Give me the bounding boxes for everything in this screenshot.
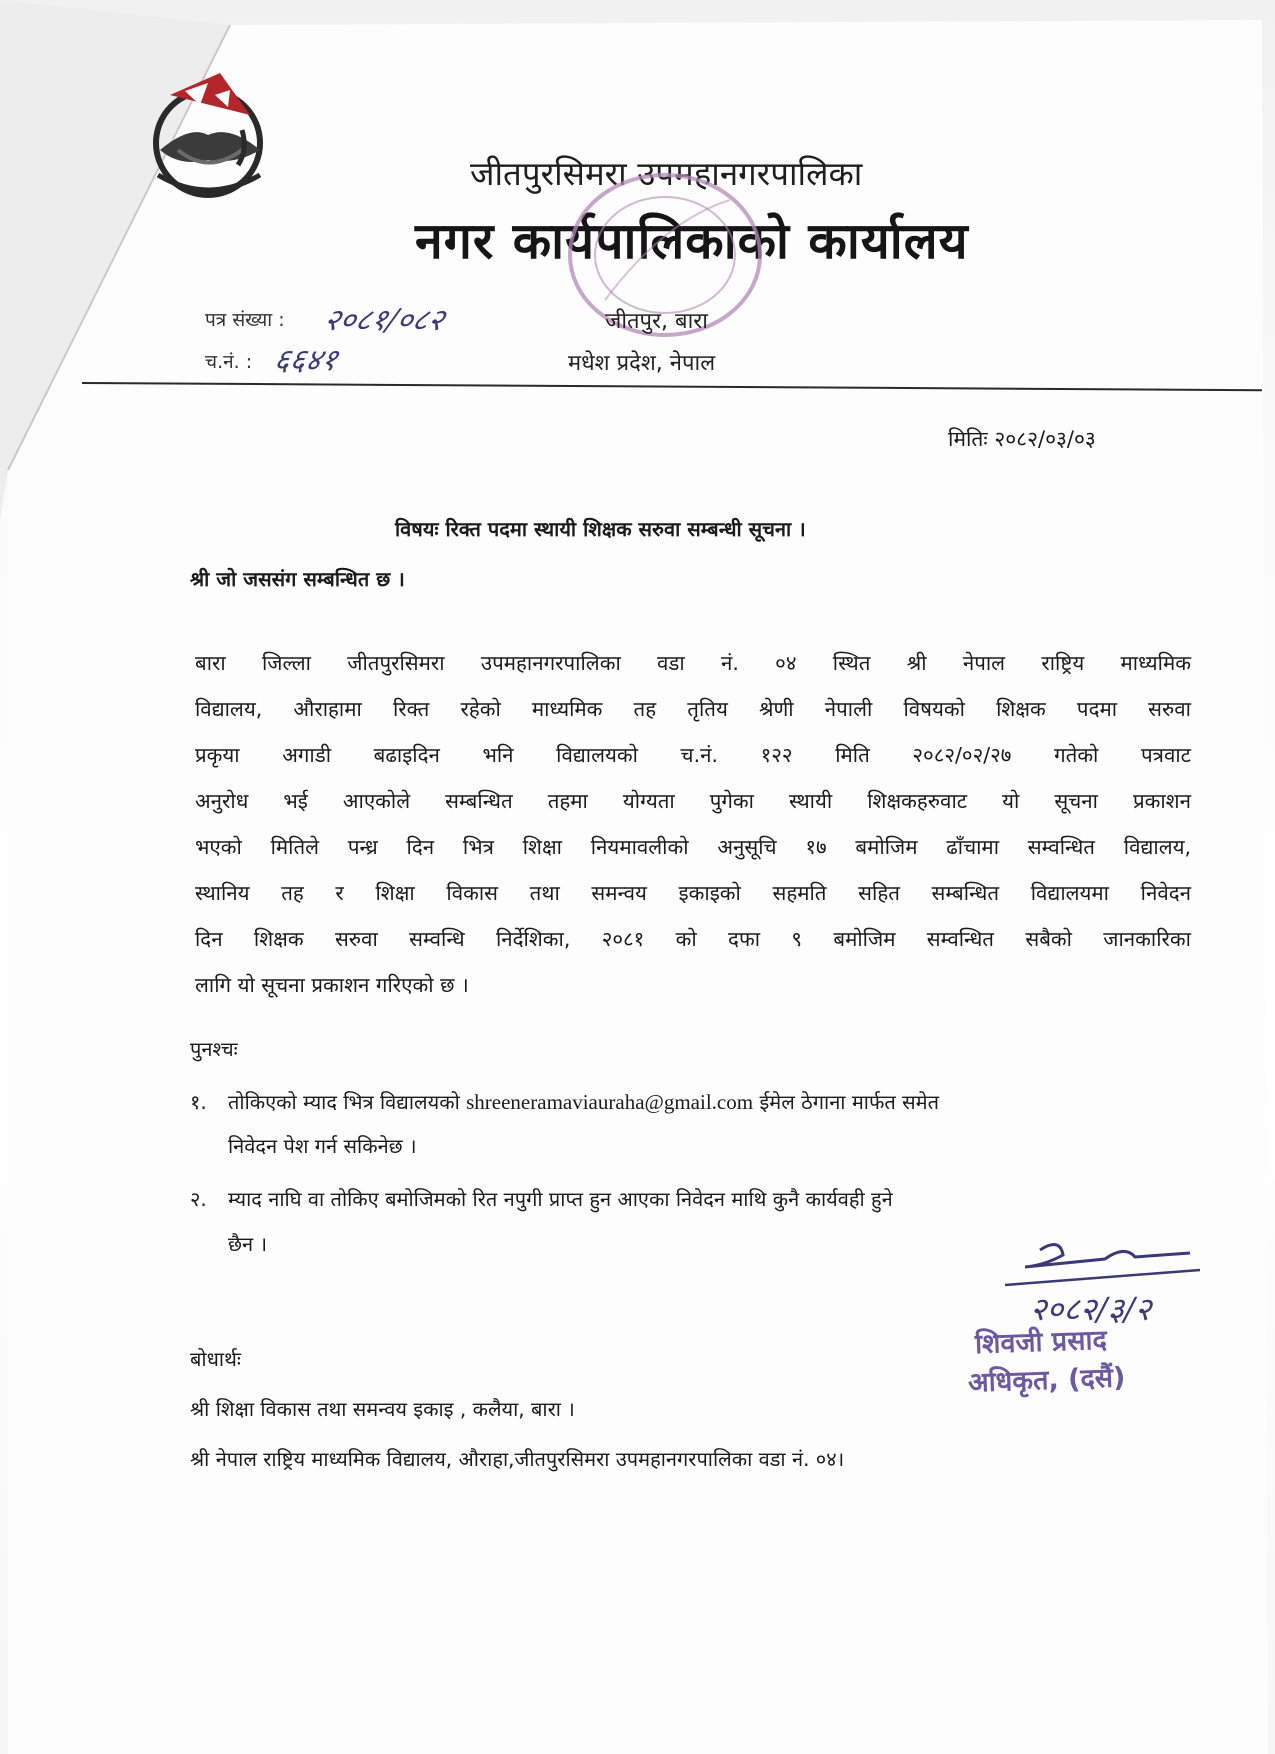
nepal-emblem-icon bbox=[130, 55, 280, 205]
patra-sankhya-value: २०८१/०८२ bbox=[320, 303, 448, 338]
postscript-item-2-line-2: छैन । bbox=[228, 1232, 268, 1256]
address-line-2: मधेश प्रदेश, नेपाल bbox=[568, 351, 716, 376]
postscript-item-2-line-1: म्याद नाघि वा तोकिए बमोजिमको रित नपुगी प्राप्त हुन आएका निवेदन माथि कुनै कार्यवही हुने bbox=[228, 1187, 893, 1211]
chalani-value: ६६४१ bbox=[270, 343, 341, 378]
letter-subject: विषयः रिक्त पदमा स्थायी शिक्षक सरुवा सम्बन्धी सूचना । bbox=[395, 517, 806, 541]
office-name: नगर कार्यपालिकाको कार्यालय bbox=[415, 212, 969, 270]
body-line: दिन शिक्षक सरुवा सम्वन्धि निर्देशिका, २०८१ को दफा ९ बमोजिम सम्वन्धित सबैको जानकारिका bbox=[195, 927, 1191, 951]
address-line-1: जीतपुर, बारा bbox=[605, 309, 708, 334]
postscript-item-1-post: ईमेल ठेगाना मार्फत समेत bbox=[759, 1090, 940, 1114]
body-line: प्रकृया अगाडी बढाइदिन भनि विद्यालयको च.नं. १२२ मिति २०८२/०२/२७ गतेको पत्रवाट bbox=[195, 743, 1191, 767]
postscript-item-1-pre: तोकिएको म्याद भित्र विद्यालयको bbox=[228, 1090, 460, 1114]
body-line: अनुरोध भई आएकोले सम्बन्धित तहमा योग्यता पुगेका स्थायी शिक्षकहरुवाट यो सूचना प्रकाशन bbox=[195, 789, 1191, 813]
postscript-item-1-line-2: निवेदन पेश गर्न सकिनेछ । bbox=[228, 1134, 417, 1158]
cc-recipient-2: श्री नेपाल राष्ट्रिय माध्यमिक विद्यालय, औराहा,जीतपुरसिमरा उपमहानगरपालिका वडा नं. ०४। bbox=[190, 1447, 845, 1471]
municipality-name: जीतपुरसिमरा उपमहानगरपालिका bbox=[470, 154, 863, 193]
signature-date: २०८२/३/२ bbox=[1030, 1290, 1152, 1328]
school-email-link[interactable]: shreeneramaviauraha@gmail.com bbox=[466, 1090, 754, 1114]
body-line: भएको मितिले पन्ध्र दिन भित्र शिक्षा नियमावलीको अनुसूचि १७ बमोजिम ढाँचामा सम्वन्धित विद्यालय, bbox=[195, 835, 1191, 859]
postscript-item-1-number: १. bbox=[190, 1090, 207, 1114]
body-line: लागि यो सूचना प्रकाशन गरिएको छ । bbox=[195, 973, 469, 997]
cc-label: बोधार्थः bbox=[190, 1347, 241, 1371]
signatory-post: अधिकृत, (दसैं) bbox=[967, 1362, 1126, 1399]
postscript-item-1-text bbox=[228, 1088, 939, 1115]
patra-sankhya-label: पत्र संख्या : bbox=[205, 309, 285, 331]
postscript-label: पुनश्चः bbox=[190, 1037, 238, 1061]
body-line: स्थानिय तह र शिक्षा विकास तथा समन्वय इकाइको सहमति सहित सम्बन्धित विद्यालयमा निवेदन bbox=[195, 881, 1191, 905]
chalani-label: च.नं. : bbox=[205, 351, 253, 373]
cc-recipient-1: श्री शिक्षा विकास तथा समन्वय इकाइ , कलैया, बारा । bbox=[190, 1397, 575, 1421]
letter-date: मितिः २०८२/०३/०३ bbox=[948, 427, 1096, 451]
letter-body bbox=[195, 640, 1191, 1008]
body-line: बारा जिल्ला जीतपुरसिमरा उपमहानगरपालिका वडा नं. ०४ स्थित श्री नेपाल राष्ट्रिय माध्यमिक bbox=[195, 651, 1191, 675]
body-line: विद्यालय, औराहामा रिक्त रहेको माध्यमिक तह तृतिय श्रेणी नेपाली विषयको शिक्षक पदमा सरुवा bbox=[195, 697, 1191, 721]
salutation: श्री जो जससंग सम्बन्धित छ । bbox=[190, 567, 405, 591]
postscript-item-2-number: २. bbox=[190, 1187, 207, 1211]
signatory-name: शिवजी प्रसाद bbox=[974, 1324, 1108, 1361]
